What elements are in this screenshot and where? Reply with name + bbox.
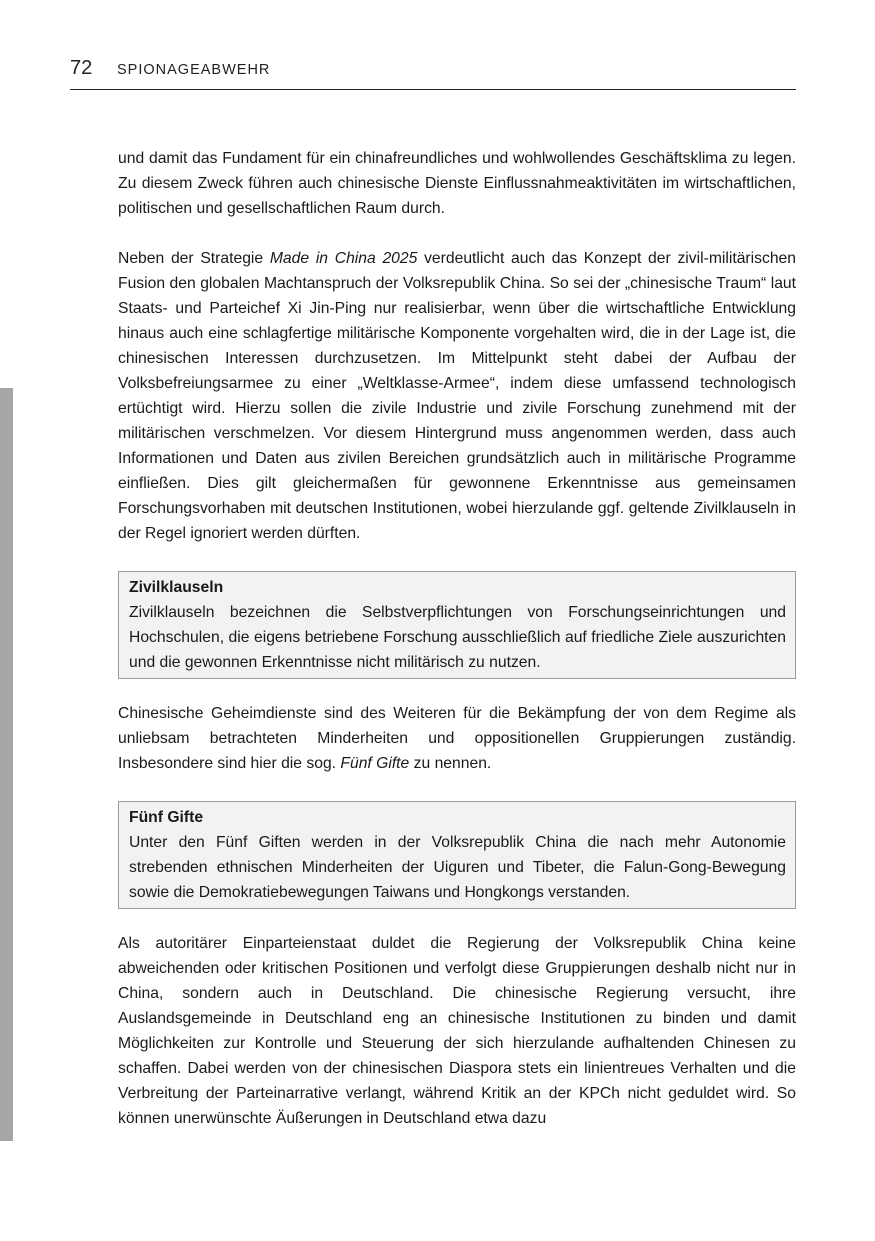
page-header [70, 56, 796, 90]
paragraph-1: und damit das Fundament für ein chinafreundliches und wohlwollendes Geschäftsklima zu legen. Zu diesem Zweck führen auch chinesische Dienste Einflussnahmeaktivitäten im wirtschaftlichen, politischen und gesellschaftlichen Raum durch. [118, 150, 796, 217]
paragraph-2 [118, 246, 796, 546]
paragraph-2-intro: Neben der Strategie [118, 250, 270, 267]
page-number: 72 [70, 57, 93, 79]
strategy-name: Made in China 2025 [269, 250, 418, 267]
page-body [118, 146, 796, 1156]
side-margin-bar [0, 388, 13, 1141]
infobox-zivilklauseln [118, 571, 796, 679]
infobox-title: Zivilklauseln [129, 579, 224, 596]
paragraph-3 [118, 701, 796, 776]
infobox-title: Fünf Gifte [129, 809, 204, 826]
infobox-text: Zivilklauseln bezeichnen die Selbstverpflichtungen von Forschungseinrichtungen und Hochschulen, die eigens betriebene Forschung ausschließlich auf friedliche Ziele auszurichten und die gewonnen Erkenntnisse nicht militärisch zu nutzen. [129, 604, 786, 671]
paragraph-3-end: zu nennen. [409, 755, 492, 772]
infobox-fuenf-gifte [118, 801, 796, 909]
infobox-text: Unter den Fünf Giften werden in der Volksrepublik China die nach mehr Autonomie strebenden ethnischen Minderheiten der Uiguren und Tibeter, die Falun-Gong-Bewegung sowie die Demokratiebewegungen Taiwans und Hongkongs verstanden. [129, 834, 786, 901]
paragraph-4: Als autoritärer Einparteienstaat duldet die Regierung der Volksrepublik China keine abweichenden oder kritischen Positionen und verfolgt diese Gruppierungen deshalb nicht nur in China, sondern auch in Deutschland. Die chinesische Regierung versucht, ihre Auslandsgemeinde in Deutschland eng an chinesische Institutionen zu binden und damit Möglichkeiten zur Kontrolle und Steuerung der sich hierzulande aufhaltenden Chinesen zu schaffen. Dabei werden von der chinesischen Diaspora stets ein linientreues Verhalten und die Verbreitung der Parteinarrative verlangt, während Kritik an der KPCh nicht geduldet wird. So können unerwünschte Äußerungen in Deutschland etwa dazu [118, 935, 796, 1127]
term-fuenf-gifte: Fünf Gifte [340, 755, 410, 772]
paragraph-2-body: verdeutlicht auch das Konzept der zivil-militärischen Fusion den globalen Machtanspruch der Volksrepublik China. So sei der „chinesische Traum“ laut Staats- und Parteichef Xi Jin-Ping nur realisierbar, wenn über die wirtschaftliche Entwicklung hinaus auch eine schlagfertige militärische Komponente vorgehalten wird, die in der Lage ist, die chinesischen Interessen durchzusetzen. Im Mittelpunkt steht dabei der Aufbau der Volksbefreiungsarmee zu einer „Weltklasse-Armee“, indem diese umfassend technologisch ertüchtigt wird. Hierzu sollen die zivile Industrie und zivile Forschung zunehmend mit der militärischen verschmelzen. Vor diesem Hintergrund muss angenommen werden, dass auch Informationen und Daten aus zivilen Bereichen grundsätzlich auch in militärische Programme einfließen. Dies gilt gleichermaßen für gewonnene Erkenntnisse aus gemeinsamen Forschungsvorhaben mit deutschen Institutionen, wobei hierzulande ggf. geltende Zivilklauseln in der Regel ignoriert werden dürften. [118, 250, 796, 542]
running-head: SPIONAGEABWEHR [117, 62, 271, 78]
paragraph-3-intro: Chinesische Geheimdienste sind des Weiteren für die Bekämpfung der von dem Regime als unliebsam betrachteten Minderheiten und oppositionellen Gruppierungen zuständig. Insbesondere sind hier die sog. [118, 705, 796, 772]
